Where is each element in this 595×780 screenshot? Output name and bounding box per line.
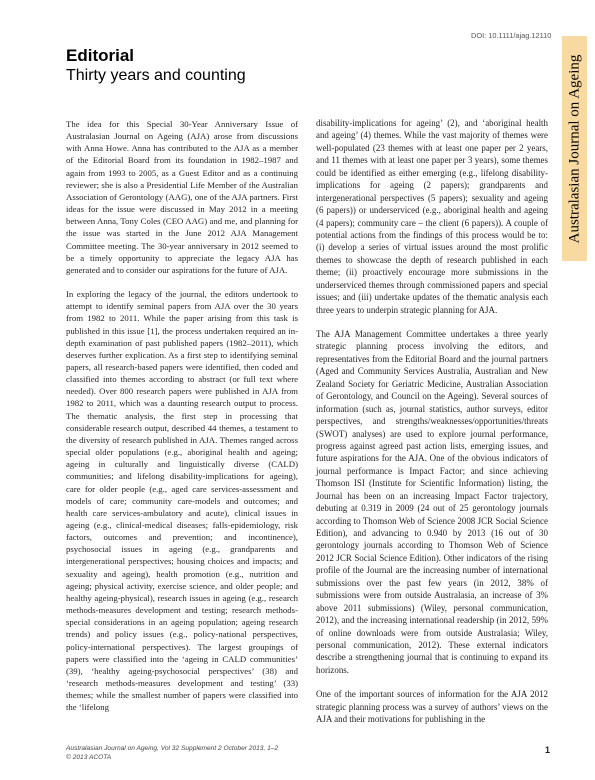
journal-band xyxy=(562,36,587,261)
left-column xyxy=(66,118,298,726)
article-kicker: Editorial xyxy=(66,46,135,65)
paragraph: One of the important sources of information for the AJA 2012 strategic planning process was a survey of authors’ views on the AJA and their motivations for publishing in the xyxy=(316,689,548,725)
paragraph: The AJA Management Committee undertakes a three yearly strategic planning process involving the editors, and representatives from the Editorial Board and the journal partners (Aged and Community Services Australia, Australian and New Zealand Society for Geriatric Medicine, Australian Association of Gerontology, and Council on the Ageing). Several sources of information (such as, journal statistics, author surveys, editor perspectives, and strengths/weaknesses/opportunities/threats (SWOT) analyses) are used to explore journal performance, progress against agreed past action lists, emerging issues, and future aspirations for the AJA. One of the obvious indicators of journal performance is Impact Factor; and since achieving Thomson ISI (Institute for Scientific Information) listing, the Journal has been on an increasing Impact Factor trajectory, debuting at 0.319 in 2009 (24 out of 25 gerontology journals according to Thomson Web of Science 2008 JCR Social Science Edition), and advancing to 0.940 by 2013 (16 out of 30 gerontology journals according to Thomson Web of Science 2012 JCR Social Science Edition). Other indicators of the rising profile of the Journal are the increasing number of international submissions over the past few years (in 2012, 38% of submissions were from outside Australasia, an increase of 3% above 2011 submissions) (Wiley, personal communication, 2012), and the increasing international readership (in 2012, 59% of online downloads were from outside Australasia; Wiley, personal communication, 2012). These external indicators describe a strengthening journal that is continuing to expand its horizons. xyxy=(316,329,548,675)
paragraph: The idea for this Special 30-Year Anniversary Issue of Australasian Journal on Ageing (AJA) arose from discussions with Anna Howe. Anna has contributed to the AJA as a member of the Editorial Board from its foundation in 1982–1987 and again from 1993 to 2005, as a Guest Editor and as a continuing reviewer; she is also a Presidential Life Member of the Australian Association of Gerontology (AAG), one of the AJA partners. First ideas for the issue were discussed in May 2012 in a meeting between Anna, Tony Coles (CEO AAG) and me, and planning for the issue was started in the June 2012 AJA Management Committee meeting. The 30-year anniversary in 2012 seemed to be a timely opportunity to appreciate the legacy AJA has generated and to consider our aspirations for the future of AJA. xyxy=(66,119,298,275)
right-column xyxy=(316,117,548,738)
footer-citation: Australasian Journal on Ageing, Vol 32 Supplement 2 October 2013, 1–2 xyxy=(66,745,279,752)
article-title: Thirty years and counting xyxy=(66,67,246,84)
journal-band-title: Australasian Journal on Ageing xyxy=(566,54,582,243)
paragraph: disability-implications for ageing’ (2), and ‘aboriginal health and ageing’ (4) themes. While the vast majority of themes were well-populated (23 themes with at least one paper per 2 years, and 11 themes with at least one paper per 3 years), some themes could be identified as either emerging (e.g., lifelong disability-implications for ageing (2 papers); grandparents and intergenerational perspectives (5 papers); sexuality and ageing (6 papers)) or underserviced (e.g., aboriginal health and ageing (4 papers); community care – the client (6 papers)). A couple of potential actions from the findings of this process would be to: (i) develop a series of virtual issues around the most prolific themes to showcase the depth of research published in each theme; (ii) proactively encourage more submissions in the underserviced themes through commissioned papers and special issues; and (iii) undertake updates of the thematic analysis each three years to underpin strategic planning for AJA. xyxy=(316,118,548,315)
page-footer xyxy=(66,745,278,763)
doi-label: DOI: 10.1111/ajag.12110 xyxy=(471,31,552,40)
footer-copyright: © 2013 ACOTA xyxy=(66,753,112,761)
page-number: 1 xyxy=(545,745,551,755)
paragraph: In exploring the legacy of the journal, the editors undertook to attempt to identify seminal papers from AJA over the 30 years from 1982 to 2011. While the paper arising from this task is published in this issue [1], the process undertaken required an in-depth examination of past published papers (1982–2011), which deserves further explication. As a first step to identifying seminal papers, all research-based papers were identified, then coded and classified into themes according to abstract (or full text where needed). Over 800 research papers were published in AJA from 1982 to 2011, which was a daunting research output to process. The thematic analysis, the first step in processing that considerable research output, described 44 themes, a testament to the diversity of research published in AJA. Themes ranged across special older populations (e.g., aboriginal health and ageing; ageing in culturally and linguistically diverse (CALD) communities; and lifelong disability-implications for ageing), care for older people (e.g., aged care services-assessment and models of care; community care-models and outcomes; and health care services-ambulatory and acute), clinical issues in ageing (e.g., clinical-medical diseases; falls-epidemiology, risk factors, outcomes and prevention; and incontinence), psychosocial issues in ageing (e.g., grandparents and intergenerational perspectives; housing choices and impacts; and sexuality and ageing), health promotion (e.g., nutrition and ageing; physical activity, exercise science, and older people; and healthy ageing-physical), research issues in ageing (e.g., research methods-measures development and testing; research methods-special considerations in an ageing population; ageing research trends) and policy issues (e.g., policy-national perspectives, policy-international perspectives). The largest groupings of papers were classified into the ‘ageing in CALD communities’ (39), ‘healthy ageing-psychosocial perspectives’ (38) and ‘research methods-measures development and testing’ (33) themes; while the smallest number of papers were classified into the ‘lifelong xyxy=(66,289,298,713)
